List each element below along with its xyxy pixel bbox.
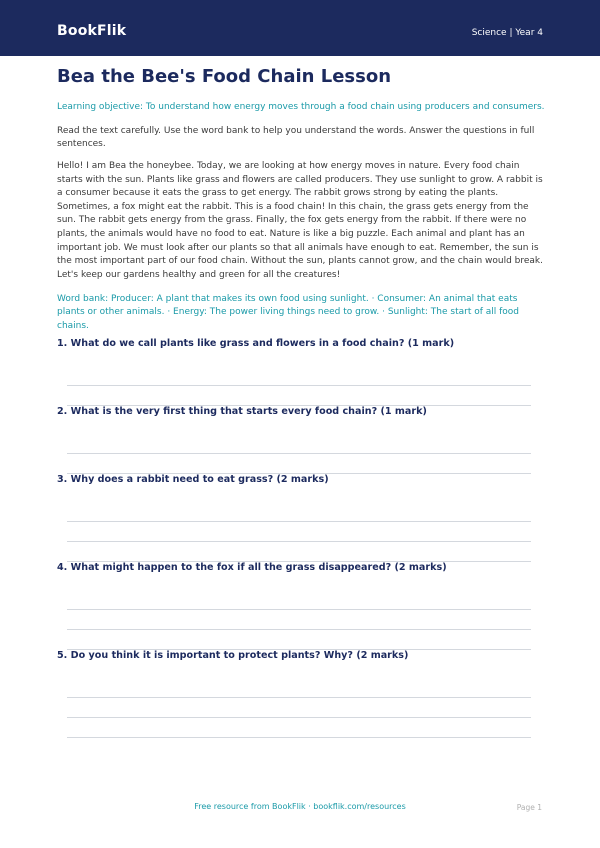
reading-passage: Hello! I am Bea the honeybee. Today, we are looking at how energy moves in nature. Every food chain starts with the sun. Plants like grass and flowers are called producers. They use sunlight to grow. A rabbit is a consumer because it eats the grass to get energy. The rabbit grows strong by eating the plants. Sometimes, a fox might eat the rabbit. This is a food chain! In this chain, the grass gets energy from the sun. The rabbit gets energy from the grass. Finally, the fox gets energy from the rabbit. If there were no plants, the animals would have no food to eat. Nature is like a big puzzle. Each animal and plant has an important job. We must look after our plants so that all animals have enough to eat. Remember, the sun is the most important part of our food chain. Without the sun, plants cannot grow, and the chain would break. Let's keep our gardens healthy and green for all the creatures! xyxy=(57,161,543,280)
answer-line[interactable] xyxy=(67,385,531,386)
footer-resource-link[interactable]: Free resource from BookFlik · bookflik.com/resources xyxy=(194,802,406,811)
answer-line[interactable] xyxy=(67,609,531,610)
brand-logo: BookFlik xyxy=(57,23,127,39)
answer-line[interactable] xyxy=(67,717,531,718)
question-5: 5. Do you think it is important to protect plants? Why? (2 marks) xyxy=(57,650,409,661)
worksheet-title: Bea the Bee's Food Chain Lesson xyxy=(57,66,392,87)
question-2: 2. What is the very first thing that starts every food chain? (1 mark) xyxy=(57,406,427,417)
answer-line[interactable] xyxy=(67,629,531,630)
answer-line[interactable] xyxy=(67,697,531,698)
answer-line[interactable] xyxy=(67,541,531,542)
question-1: 1. What do we call plants like grass and flowers in a food chain? (1 mark) xyxy=(57,338,455,349)
instructions-text: Read the text carefully. Use the word bank to help you understand the words. Answer the questions in full sentences. xyxy=(57,126,535,149)
page-number: Page 1 xyxy=(516,803,542,812)
subject-year-label: Science | Year 4 xyxy=(471,28,543,38)
word-bank: Word bank: Producer: A plant that makes its own food using sunlight. · Consumer: An animal that eats plants or other animals. · Energy: The power living things need to grow. · Sunlight: The start of all food chains. xyxy=(57,294,520,331)
answer-line[interactable] xyxy=(67,737,531,738)
page-header xyxy=(0,0,600,56)
learning-objective: Learning objective: To understand how energy moves through a food chain using producers and consumers. xyxy=(57,102,545,112)
question-4: 4. What might happen to the fox if all the grass disappeared? (2 marks) xyxy=(57,562,447,573)
question-3: 3. Why does a rabbit need to eat grass? (2 marks) xyxy=(57,474,329,485)
answer-line[interactable] xyxy=(67,521,531,522)
answer-line[interactable] xyxy=(67,453,531,454)
